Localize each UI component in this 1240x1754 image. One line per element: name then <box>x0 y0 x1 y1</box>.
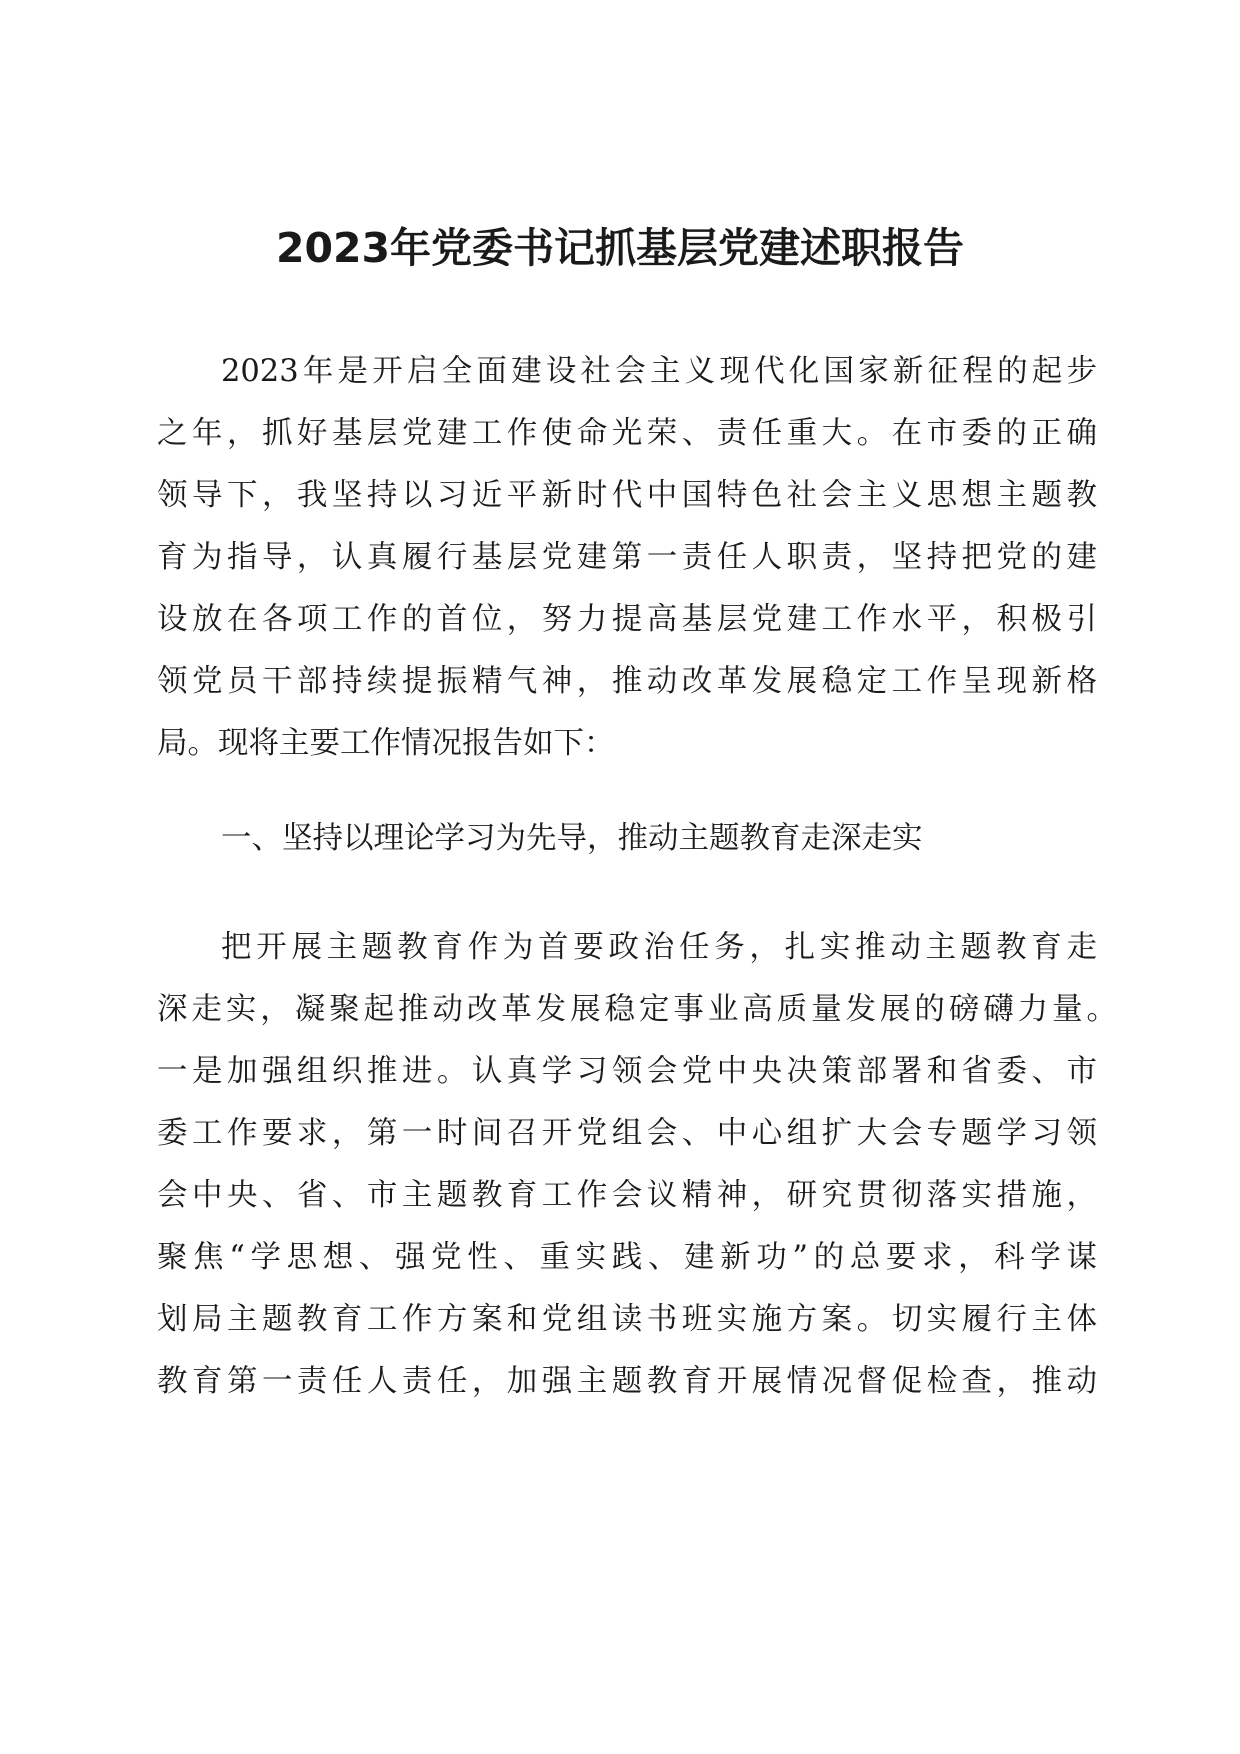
body-line: 聚焦“学思想、强党性、重实践、建新功”的总要求，科学谋 <box>157 1240 1097 1275</box>
intro-line: 领导下，我坚持以习近平新时代中国特色社会主义思想主题教 <box>157 478 1097 513</box>
body-line: 会中央、省、市主题教育工作会议精神，研究贯彻落实措施， <box>157 1178 1097 1213</box>
document-title: 2023年党委书记抓基层党建述职报告 <box>275 224 965 272</box>
body-line: 划局主题教育工作方案和党组读书班实施方案。切实履行主体 <box>157 1302 1097 1337</box>
body-line: 把开展主题教育作为首要政治任务，扎实推动主题教育走 <box>221 930 1097 965</box>
body-line: 教育第一责任人责任，加强主题教育开展情况督促检查，推动 <box>157 1364 1097 1399</box>
intro-line: 领党员干部持续提振精气神，推动改革发展稳定工作呈现新格 <box>157 664 1097 699</box>
intro-line: 2023年是开启全面建设社会主义现代化国家新征程的起步 <box>221 354 1097 389</box>
body-line: 委工作要求，第一时间召开党组会、中心组扩大会专题学习领 <box>157 1116 1097 1151</box>
body-line: 深走实，凝聚起推动改革发展稳定事业高质量发展的磅礴力量。 <box>157 992 1117 1027</box>
section-heading: 一、坚持以理论学习为先导，推动主题教育走深走实 <box>221 821 923 856</box>
intro-line: 设放在各项工作的首位，努力提高基层党建工作水平，积极引 <box>157 602 1097 637</box>
intro-line: 育为指导，认真履行基层党建第一责任人职责，坚持把党的建 <box>157 540 1097 575</box>
intro-line: 之年，抓好基层党建工作使命光荣、责任重大。在市委的正确 <box>157 416 1097 451</box>
body-line: 一是加强组织推进。认真学习领会党中央决策部署和省委、市 <box>157 1054 1097 1089</box>
intro-line: 局。现将主要工作情况报告如下： <box>157 726 615 761</box>
